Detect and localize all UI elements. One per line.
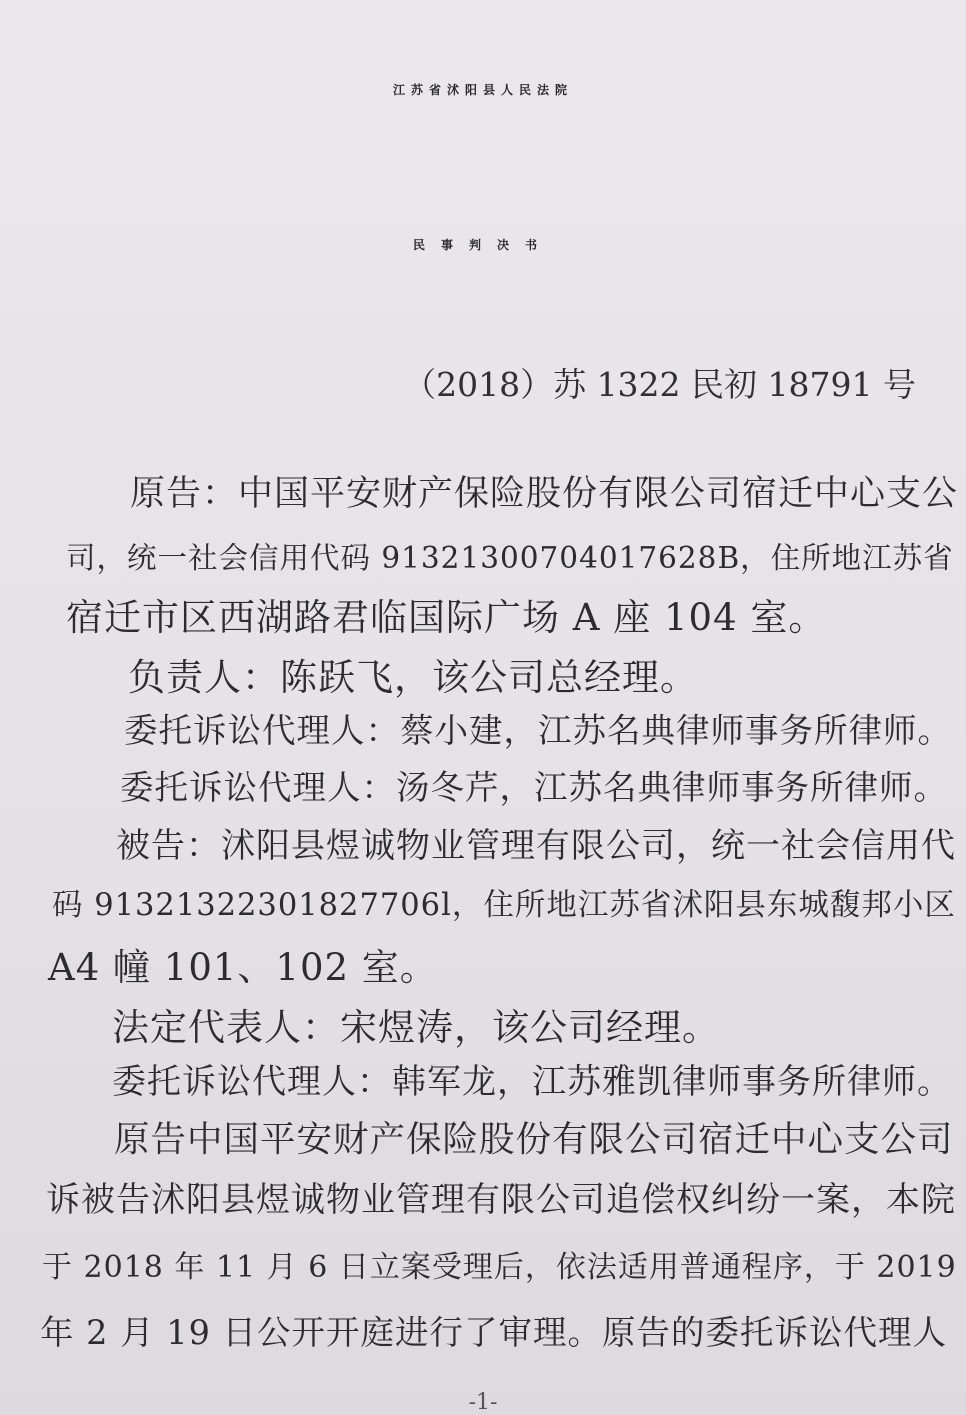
body-line: 码 91321322301827706l，住所地江苏省沭阳县东城馥邦小区 [52, 888, 956, 923]
page-number: -1- [468, 1390, 498, 1415]
body-line: 诉被告沭阳县煜诚物业管理有限公司追偿权纠纷一案，本院 [46, 1180, 956, 1220]
document-title: 民事判决书 [412, 238, 553, 252]
body-line: 原告：中国平安财产保险股份有限公司宿迁中心支公 [130, 474, 959, 514]
body-line: 委托诉讼代理人：韩军龙，江苏雅凯律师事务所律师。 [112, 1062, 952, 1102]
body-line: 负责人：陈跃飞，该公司总经理。 [128, 656, 698, 699]
body-line: 于 2018 年 11 月 6 日立案受理后，依法适用普通程序，于 2019 [42, 1250, 957, 1285]
body-line: 被告：沭阳县煜诚物业管理有限公司，统一社会信用代 [116, 826, 956, 866]
body-line: 委托诉讼代理人：汤冬芹，江苏名典律师事务所律师。 [120, 768, 948, 807]
body-line: 委托诉讼代理人：蔡小建，江苏名典律师事务所律师。 [124, 711, 952, 750]
body-line: 司，统一社会信用代码 91321300704017628B，住所地江苏省 [66, 541, 954, 575]
body-line: A4 幢 101、102 室。 [48, 946, 438, 989]
body-line: 宿迁市区西湖路君临国际广场 A 座 104 室。 [66, 596, 827, 639]
body-line: 原告中国平安财产保险股份有限公司宿迁中心支公司 [114, 1119, 954, 1160]
court-name: 江苏省沭阳县人民法院 [392, 83, 573, 97]
body-line: 年 2 月 19 日公开开庭进行了审理。原告的委托诉讼代理人 [40, 1313, 948, 1352]
case-number: （2018）苏 1322 民初 18791 号 [403, 365, 916, 404]
body-line: 法定代表人：宋煜涛，该公司经理。 [112, 1006, 720, 1049]
